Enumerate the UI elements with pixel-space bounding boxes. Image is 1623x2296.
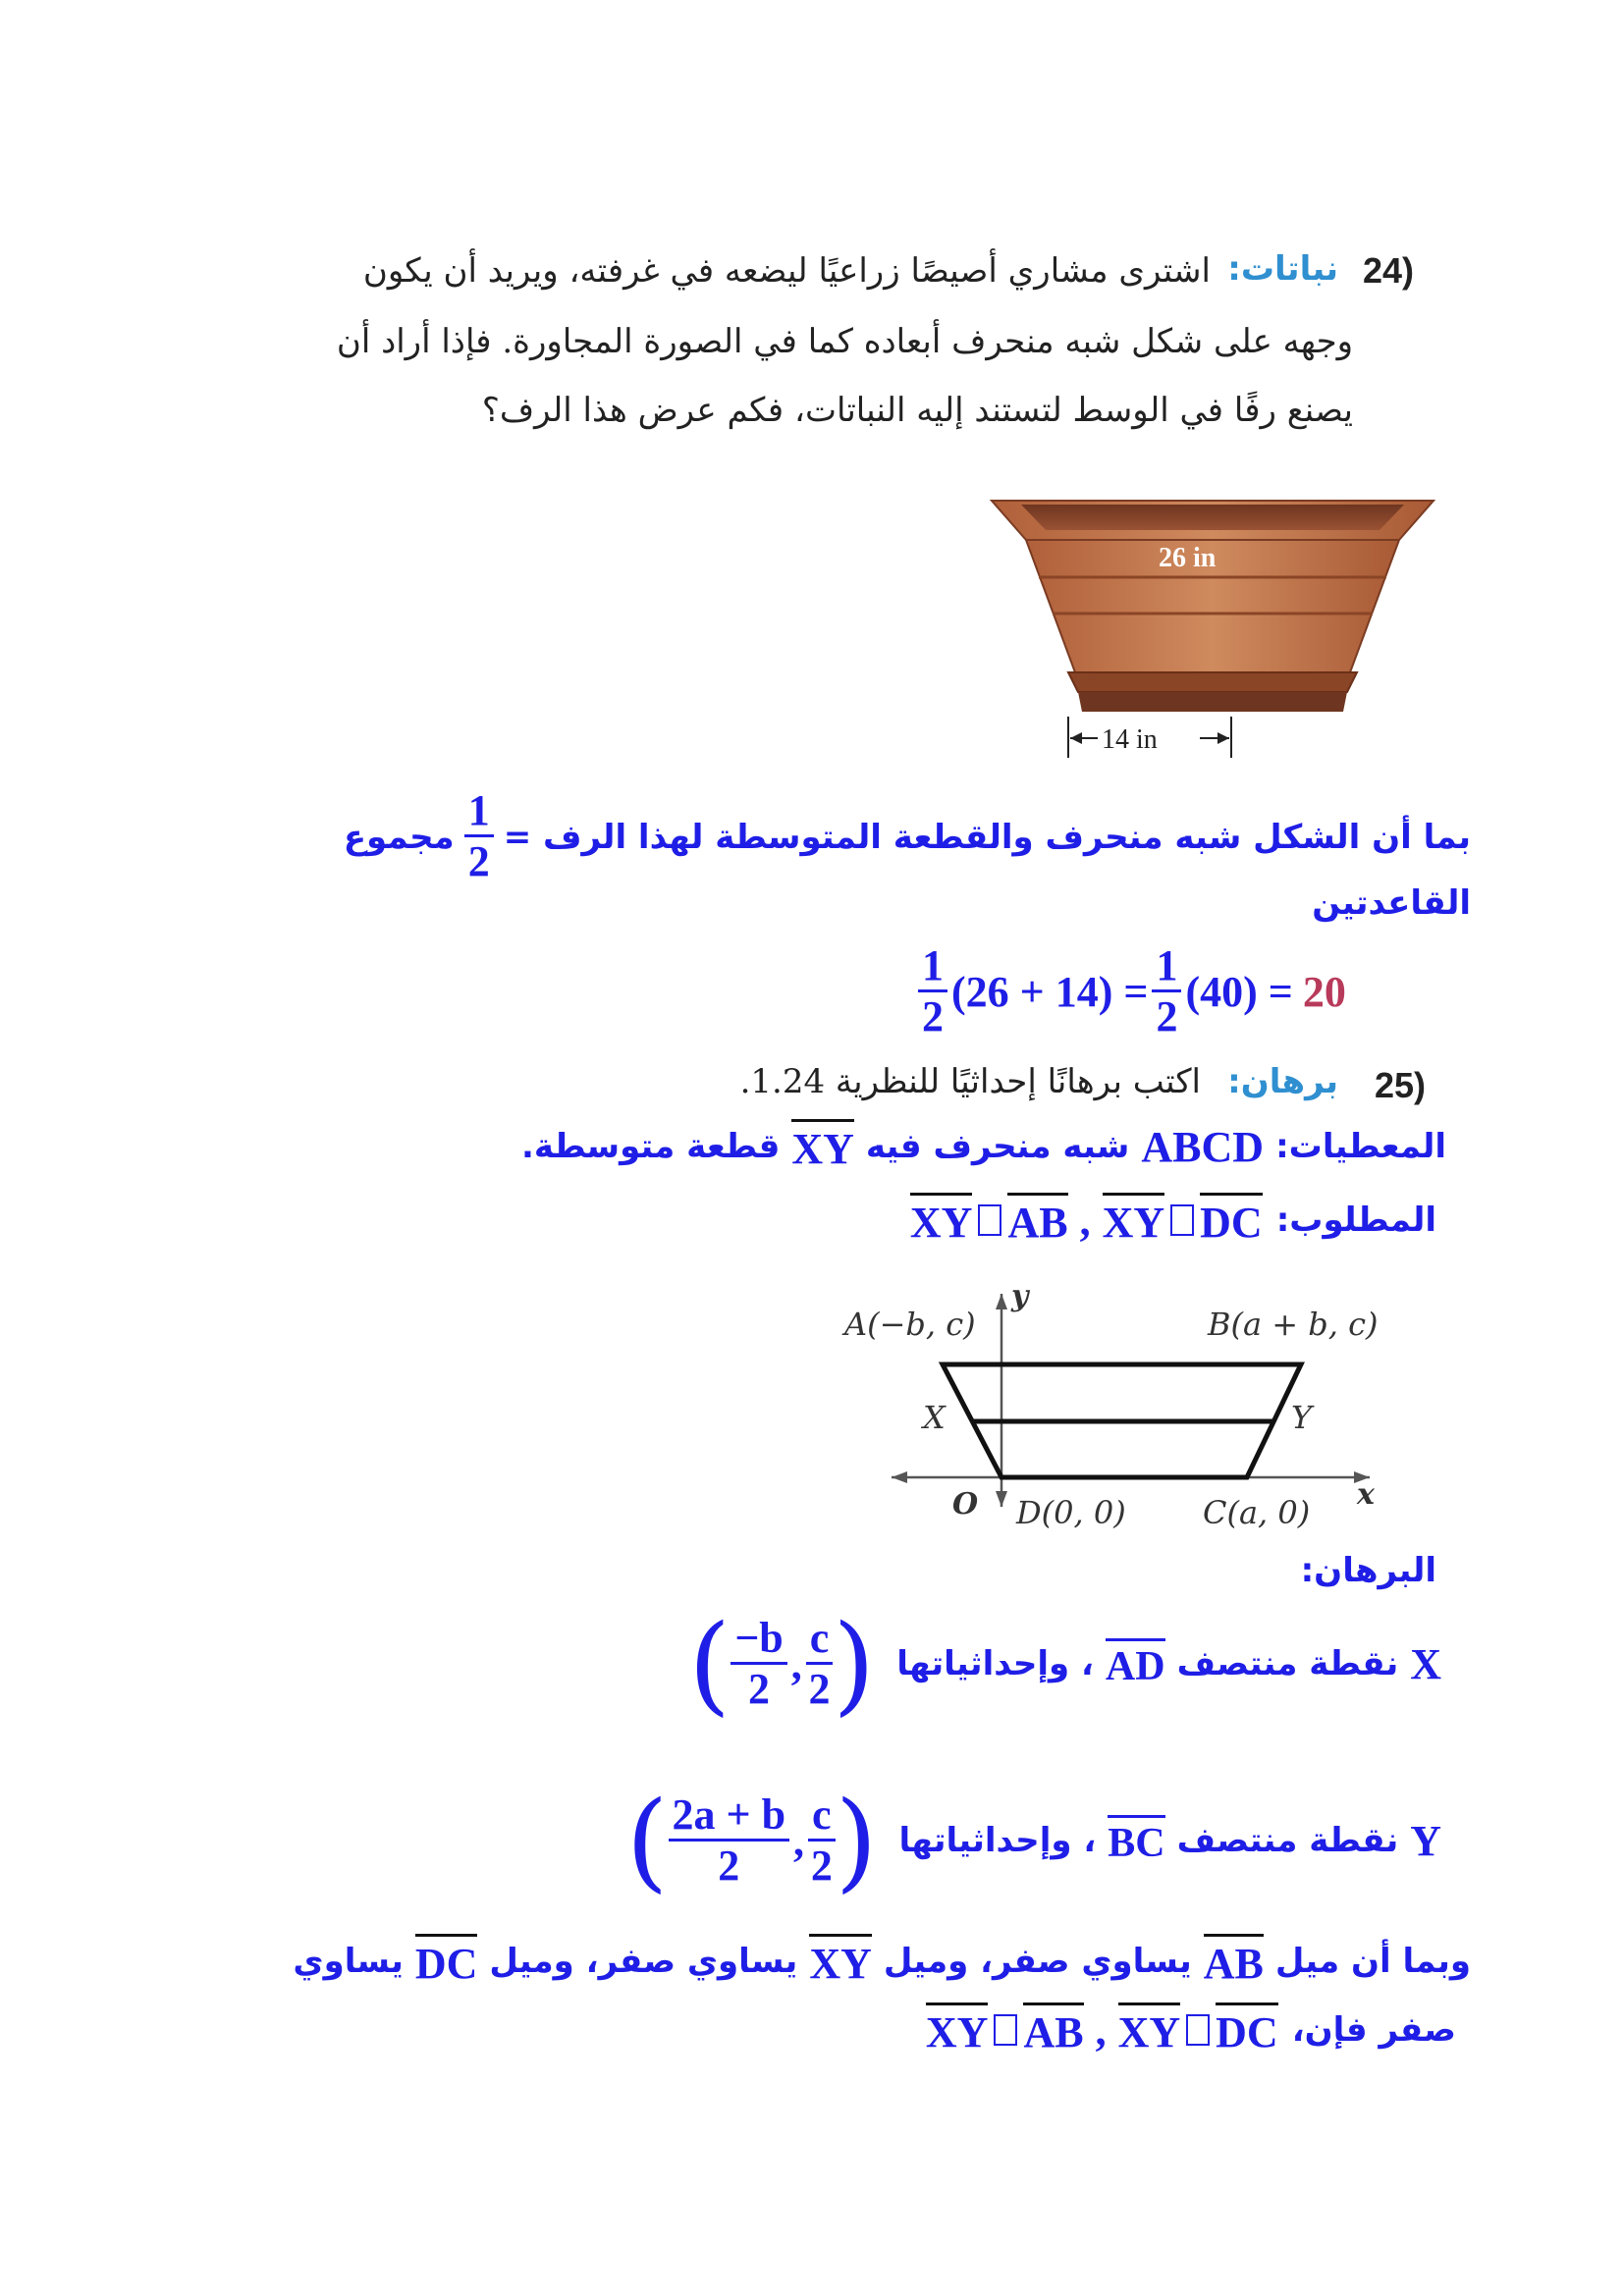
midpoint-text-x: نقطة منتصف <box>1176 1644 1399 1683</box>
parallel-symbol <box>1170 1204 1194 1236</box>
label-x-axis: x <box>1357 1477 1375 1512</box>
coords-y: ( $\frac{2a + b}{2}$ , $\frac{c}{2}$ ) <box>625 1778 878 1903</box>
problem-24-line-3: يصنع رفًا في الوسط لتستند إليه النباتات، فكم عرض هذا الرف؟ <box>481 391 1353 430</box>
label-y-axis: y <box>1011 1279 1029 1313</box>
slope-text-4: يساوي <box>293 1942 404 1981</box>
givens-line <box>521 1119 1446 1174</box>
problem-24-line-2: وجهه على شكل شبه منحرف أبعاده كما في الصورة المجاورة. فإذا أراد أن <box>336 322 1353 361</box>
required-label: المطلوب: <box>1275 1201 1436 1240</box>
conclusion-comma: , <box>1095 2005 1107 2055</box>
required-comma: , <box>1079 1196 1091 1245</box>
slope-text-3: يساوي صفر، وميل <box>489 1942 798 1981</box>
parallel-symbol <box>1186 2014 1210 2046</box>
equation-part-1: (26 + 14) = <box>951 968 1149 1016</box>
coords-x: ( $\frac{-b}{2}$ , $\frac{c}{2}$ ) <box>688 1601 876 1727</box>
point-x: X <box>1410 1639 1441 1688</box>
givens-label: المعطيات: <box>1275 1127 1446 1166</box>
midpoint-text-y: نقطة منتصف <box>1176 1821 1399 1860</box>
segment-bc: BC <box>1108 1815 1164 1867</box>
problem-24-line-1: اشترى مشاري أصيصًا زراعيًا ليضعه في غرفته، ويريد أن يكون <box>362 251 1211 291</box>
slope-text-2: يساوي صفر، وميل <box>883 1942 1192 1981</box>
proof-x-line <box>688 1601 1441 1727</box>
parallel-symbol <box>978 1204 1001 1236</box>
coords-text-y: ، وإحداثياتها <box>898 1821 1097 1860</box>
proof-y-line <box>625 1778 1441 1903</box>
half-fraction: $\frac{1}{2}$ <box>464 787 494 886</box>
problem-25-title: برهان: <box>1227 1062 1338 1101</box>
top-width-label: 26 in <box>1159 543 1217 573</box>
required-line <box>910 1193 1436 1248</box>
conclusion-text: صفر فإن، <box>1291 2010 1456 2050</box>
parallel-symbol <box>994 2014 1017 2046</box>
label-d: D(0, 0) <box>1016 1494 1126 1531</box>
problem-24-number: 24) <box>1363 250 1415 291</box>
solution-24-equation: $\frac{1}{2}$ (26 + 14) = $\frac{1}{2}$ (40) = 20 <box>918 942 1346 1041</box>
conclusion-seg-xy-2: XY <box>1118 2002 1181 2057</box>
label-c: C(a, 0) <box>1203 1494 1311 1531</box>
problem-24-title: نباتات: <box>1227 249 1338 289</box>
problem-25-text: اكتب برهانًا إحداثيًا للنظرية 1.24. <box>739 1062 1201 1101</box>
slope-seg-xy: XY <box>809 1934 872 1989</box>
givens-end: قطعة متوسطة. <box>520 1127 781 1166</box>
proof-conclusion <box>926 2002 1456 2057</box>
givens-shape-name: ABCD <box>1141 1122 1265 1171</box>
trapezoid-coordinate-diagram <box>825 1276 1394 1561</box>
label-x-point: X <box>923 1399 946 1436</box>
segment-ad: AD <box>1106 1638 1165 1690</box>
problem-25-number: 25) <box>1375 1065 1427 1105</box>
equation-result: 20 <box>1302 968 1346 1016</box>
label-y-point: Y <box>1291 1399 1313 1436</box>
solution-24-line-2: القاعدتين <box>1312 883 1471 923</box>
equation-part-2: (40) = <box>1185 968 1293 1016</box>
proof-slope-line <box>293 1934 1471 1989</box>
givens-segment: XY <box>791 1119 854 1174</box>
planter-figure <box>982 471 1443 766</box>
bottom-width-label: 14 in <box>1102 724 1158 755</box>
required-seg-xy-2: XY <box>1103 1193 1165 1248</box>
point-y: Y <box>1410 1816 1441 1865</box>
required-seg-dc: DC <box>1200 1193 1263 1248</box>
label-a: A(−b, c) <box>844 1306 976 1343</box>
coords-text-x: ، وإحداثياتها <box>896 1644 1094 1683</box>
label-origin: O <box>952 1487 979 1522</box>
conclusion-seg-xy-1: XY <box>926 2002 989 2057</box>
label-b: B(a + b, c) <box>1208 1306 1379 1343</box>
givens-text: شبه منحرف فيه <box>865 1127 1130 1166</box>
conclusion-seg-ab: AB <box>1023 2002 1083 2057</box>
required-seg-xy-1: XY <box>910 1193 973 1248</box>
solution-24-intro: بما أن الشكل شبه منحرف والقطعة المتوسطة لهذا الرف = <box>503 817 1471 857</box>
solution-24-line-1 <box>293 787 1471 886</box>
solution-24-sum-word: مجموع <box>343 817 455 857</box>
slope-seg-ab: AB <box>1204 1934 1264 1989</box>
slope-text-1: وبما أن ميل <box>1274 1942 1471 1981</box>
conclusion-seg-dc: DC <box>1216 2002 1278 2057</box>
proof-label: البرهان: <box>1300 1551 1436 1590</box>
required-seg-ab: AB <box>1007 1193 1067 1248</box>
slope-seg-dc: DC <box>415 1934 478 1989</box>
